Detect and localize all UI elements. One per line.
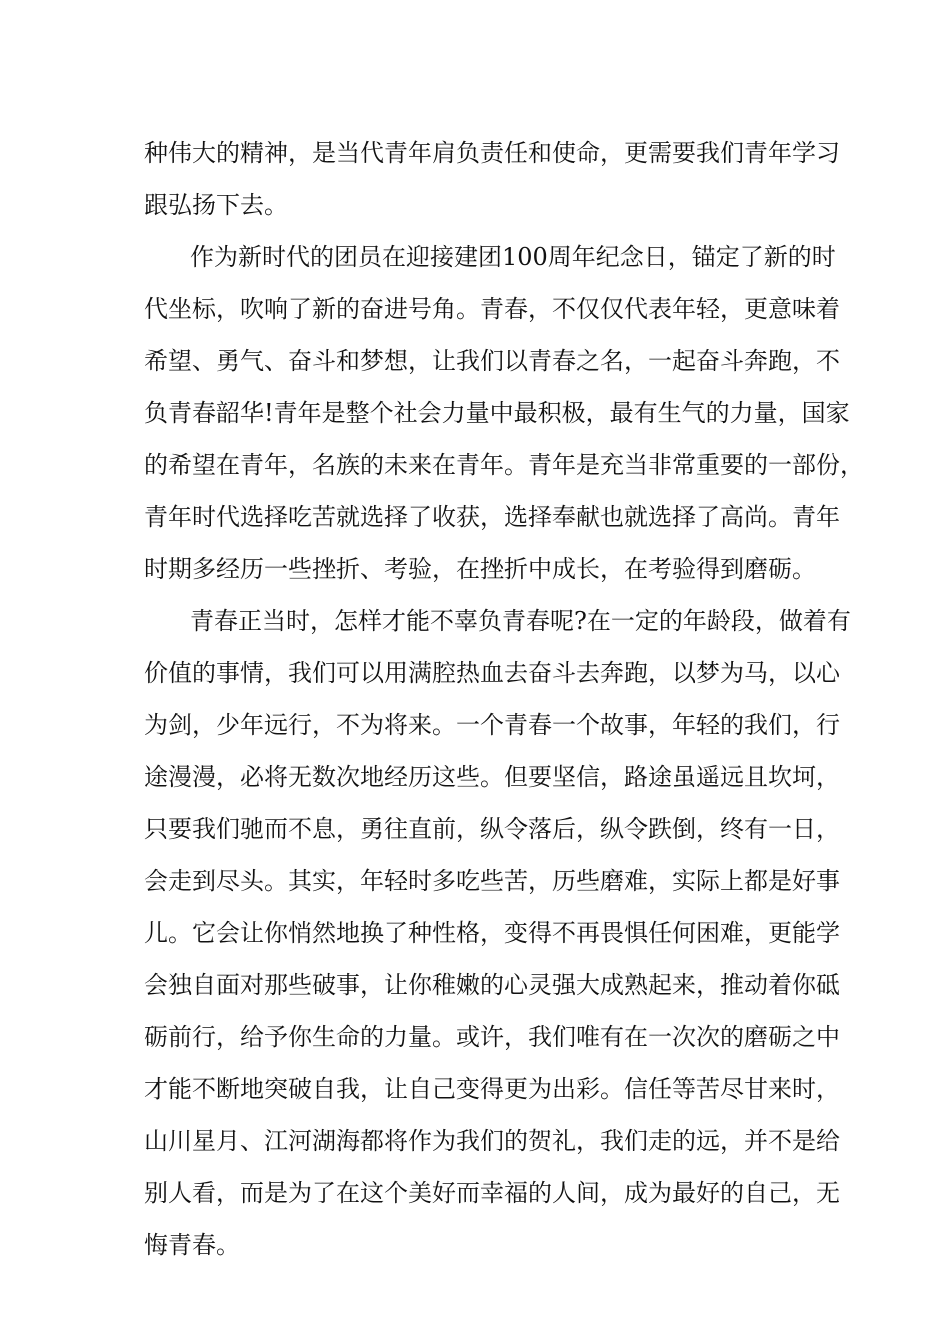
text-line: 会走到尽头。其实，年轻时多吃些苦，历些磨难，实际上都是好事	[144, 867, 840, 895]
text-line: 负青春韶华!青年是整个社会力量中最积极，最有生气的力量，国家	[144, 399, 850, 427]
text-line: 希望、勇气、奋斗和梦想，让我们以青春之名，一起奋斗奔跑，不	[144, 347, 840, 375]
text-line: 会独自面对那些破事，让你稚嫩的心灵强大成熟起来，推动着你砥	[144, 971, 840, 999]
text-line: 悔青春。	[144, 1231, 240, 1259]
text-line: 种伟大的精神，是当代青年肩负责任和使命，更需要我们青年学习	[144, 139, 840, 167]
text-line: 青年时代选择吃苦就选择了收获，选择奉献也就选择了高尚。青年	[144, 503, 840, 531]
text-line: 儿。它会让你悄然地换了种性格，变得不再畏惧任何困难，更能学	[144, 919, 840, 947]
text-line: 山川星月、江河湖海都将作为我们的贺礼，我们走的远，并不是给	[144, 1127, 840, 1155]
text-line: 时期多经历一些挫折、考验，在挫折中成长，在考验得到磨砺。	[144, 555, 816, 583]
text-line: 途漫漫，必将无数次地经历这些。但要坚信，路途虽遥远且坎坷，	[144, 763, 840, 791]
text-line: 跟弘扬下去。	[144, 191, 288, 219]
paragraph-start-line: 青春正当时，怎样才能不辜负青春呢?在一定的年龄段，做着有	[190, 607, 851, 635]
text-line: 的希望在青年，名族的未来在青年。青年是充当非常重要的一部份，	[144, 451, 864, 479]
text-line: 代坐标，吹响了新的奋进号角。青春，不仅仅代表年轻，更意味着	[144, 295, 840, 323]
text-line: 砺前行，给予你生命的力量。或许，我们唯有在一次次的磨砺之中	[144, 1023, 840, 1051]
paragraph-start-line: 作为新时代的团员在迎接建团100周年纪念日，锚定了新的时	[190, 243, 836, 271]
text-line: 价值的事情，我们可以用满腔热血去奋斗去奔跑，以梦为马，以心	[144, 659, 840, 687]
text-line: 才能不断地突破自我，让自己变得更为出彩。信任等苦尽甘来时，	[144, 1075, 840, 1103]
body-text	[144, 127, 864, 1271]
text-line: 只要我们驰而不息，勇往直前，纵令落后，纵令跌倒，终有一日，	[144, 815, 840, 843]
text-line: 为剑，少年远行，不为将来。一个青春一个故事，年轻的我们，行	[144, 711, 840, 739]
text-line: 别人看，而是为了在这个美好而幸福的人间，成为最好的自己，无	[144, 1179, 840, 1207]
